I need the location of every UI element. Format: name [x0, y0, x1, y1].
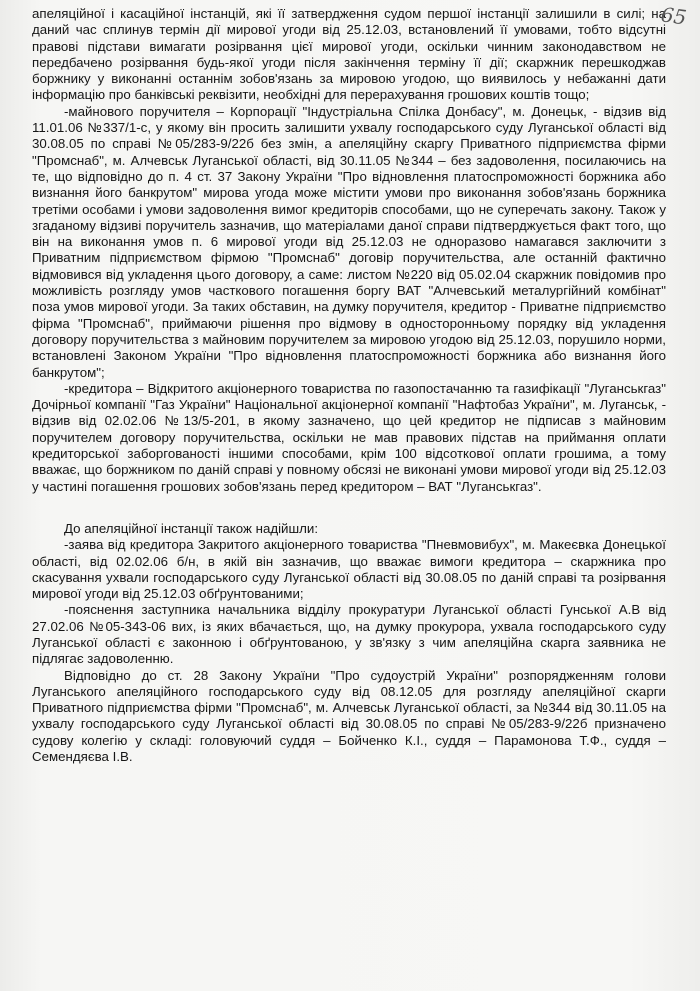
- paragraph-court-panel: Відповідно до ст. 28 Закону України "Про судоустрій України" розпорядженням голови Луганського апеляційного господарського суду від 08.12.05 для розгляду апеляційної скарги Приватного підприємства фірми "Промснаб", м. Алчевськ Луганської області, за №344 від 30.11.05 на ухвалу господарського суду Луганської області від 30.08.05 по справі №05/283-9/22б призначено судову колегію у складі: головуючий суддя – Бойченко К.І., суддя – Парамонова Т.Ф., суддя – Семендяєва І.В.: [32, 667, 666, 765]
- paragraph-prosecutor-explanation: -пояснення заступника начальника відділу прокуратури Луганської області Гунської А.В від 27.02.06 №05-343-06 вих, із яких вбачається, що, на думку прокурора, ухвала господарського суду Луганської області є законною і обґрунтованою, у зв'язку з чим апеляційна скарга заявника не підлягає задоволенню.: [32, 602, 666, 667]
- paragraph-settlement-objections: апеляційної і касаційної інстанцій, які її затвердження судом першої інстанції залишили в силі; на даний час сплинув термін дії мирової угоди від 25.12.03, встановлений її умовами, тобто відсутні правові підстави вимагати розірвання цієї мирової угоди, оскільки чинним законодавством не передбачено розірвання будь-якої угоди після закінчення терміну її дії; скаржник перешкоджав боржнику у виконанні останнім зобов'язань за мировою угодою, що виявилось у небажанні дати інформацію про банківські реквізити, необхідні для перерахування грошових коштів тощо;: [32, 6, 666, 103]
- paragraph-appeal-intro: До апеляційної інстанції також надійшли:: [64, 520, 319, 536]
- document-body: [32, 6, 666, 765]
- paragraph-gap: [32, 495, 666, 521]
- paragraph-guarantor-response: -майнового поручителя – Корпорації "Індустріальна Спілка Донбасу", м. Донецьк, - відзив від 11.01.06 №337/1-с, у якому він просить залишити ухвалу господарського суду Луганської області від 30.08.05 по справі №05/283-9/22б без змін, а апеляційну скаргу Приватного підприємства фірми "Промснаб", м. Алчевськ Луганської області, від 30.11.05 №344 – без задоволення, посилаючись на те, що відповідно до п. 4 ст. 37 Закону України "Про відновлення платоспроможності боржника або визнання його банкрутом" мирова угода може містити умови про виконання зобов'язань боржника третіми особами і умови задоволення вимог кредиторів способами, що не суперечать закону. Також у згаданому відзиві поручитель зазначив, що матеріалами даної справи підтверджується факт того, що він на виконання умов п. 6 мирової угоди від 25.12.03 не одноразово намагався заключити з Приватним підприємством фірмою "Промснаб" договір поручительства, але останній фактично відмовився від укладення цього договору, а саме: листом №220 від 05.02.04 скаржник повідомив про можливість розгляду умов часткового погашення боргу ВАТ "Алчевський металургійний комбінат" поза умов мирової угоди. За таких обставин, на думку поручителя, кредитор - Приватне підприємство фірма "Промснаб", приймаючи рішення про відмову в односторонньому порядку від укладення договору поручительства з майновим поручителем за мировою угодою від 25.12.03, порушило норми, встановлені Законом України "Про відновлення платоспроможності боржника або визнання його банкрутом";: [32, 103, 666, 380]
- paragraph-pnevmovybukh-statement: -заява від кредитора Закритого акціонерного товариства "Пневмовибух", м. Макеєвка Донецької області, від 02.02.06 б/н, в якій він зазначив, що вважає вимоги кредитора – скаржника про скасування ухвали господарського суду Луганської області від 30.08.05 по даній справі та розірвання мирової угоди від 25.12.03 обґрунтованими;: [32, 537, 666, 602]
- handwritten-page-number: 65: [659, 2, 688, 30]
- paragraph-creditor-luhanskgaz-response: -кредитора – Відкритого акціонерного товариства по газопостачанню та газифікації "Луганськгаз" Дочірньої компанії "Газ України" Національної акціонерної компанії "Нафтобаз України", м. Луганськ, - відзив від 02.02.06 №13/5-201, в якому зазначено, що цей кредитор не підписав з майновим поручителем договору поручительства, оскільки не мав правових підстав на приймання оплати кредиторської заборгованості іншими способами, крім 100 відсоткової оплати грошима, а тому вважає, що боржником по даній справі у повному обсязі не виконані умови мирової угоди від 25.12.03 у частині погашення грошових зобов'язань перед кредитором – ВАТ "Луганськгаз".: [32, 380, 666, 494]
